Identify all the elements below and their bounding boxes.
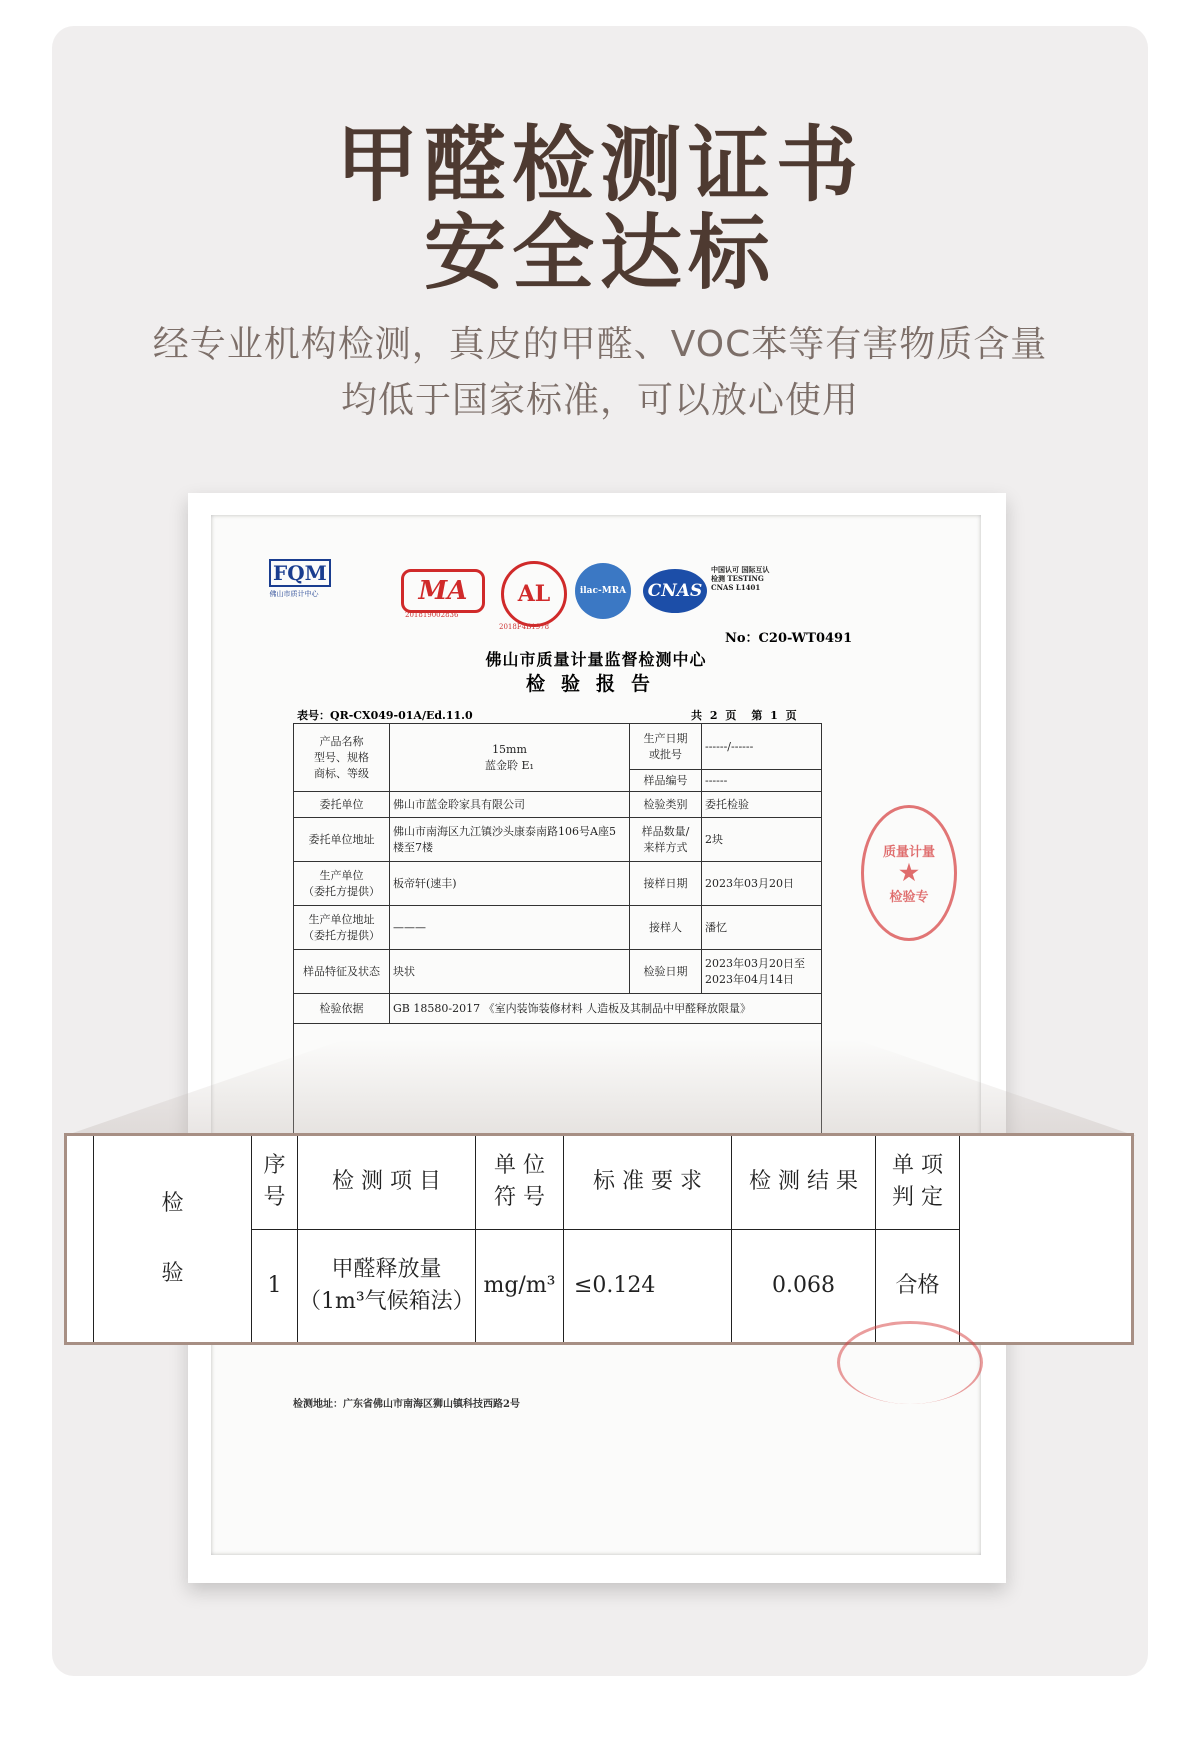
prod-date-label: 生产日期 或批号: [630, 724, 702, 770]
header-seq: 序 号: [252, 1136, 298, 1229]
cal-number: 2018F4B1978: [499, 623, 550, 631]
report-title: 检验报告: [525, 673, 666, 695]
fqm-logo: FQM 佛山市质计中心: [269, 559, 319, 599]
header-item: 检 测 项 目: [298, 1136, 476, 1229]
header-standard: 标 准 要 求: [564, 1136, 732, 1229]
sample-qty-label: 样品数量/ 来样方式: [630, 818, 702, 862]
cal-logo: AL: [501, 561, 567, 627]
test-date-label: 检验日期: [630, 950, 702, 994]
test-date-value: 2023年03月20日至 2023年04月14日: [702, 950, 822, 994]
row-result: 0.068: [732, 1229, 876, 1342]
client-address-label: 委托单位地址: [294, 818, 390, 862]
certificate-frame: [188, 493, 1006, 1583]
cnas-text: 中国认可 国际互认 检测 TESTING CNAS L1401: [711, 565, 770, 592]
product-label: 产品名称 型号、规格 商标、等级: [294, 724, 390, 792]
subtitle-line2: 均低于国家标准，可以放心使用: [340, 380, 859, 421]
client-address-value: 佛山市南海区九江镇沙头康泰南路106号A座5楼至7楼: [390, 818, 630, 862]
row-standard: ≤0.124: [564, 1229, 732, 1342]
client-label: 委托单位: [294, 792, 390, 818]
zoomed-result-panel: [64, 1133, 1134, 1345]
client-value: 佛山市蓝金聆家具有限公司: [390, 792, 630, 818]
subtitle-line1: 经专业机构检测，真皮的甲醛、VOC苯等有害物质含量: [152, 324, 1048, 365]
maker-value: 板帝轩(速丰): [390, 862, 630, 906]
receiver-value: 潘忆: [702, 906, 822, 950]
maker-label: 生产单位 （委托方提供）: [294, 862, 390, 906]
page-count: 共 2 页 第 1 页: [691, 709, 799, 722]
header-result: 检 测 结 果: [732, 1136, 876, 1229]
organization-name: 佛山市质量计量监督检测中心: [485, 650, 707, 669]
maker-address-value: ———: [390, 906, 630, 950]
page-title-line2: 安全达标: [423, 206, 776, 301]
receive-date-value: 2023年03月20日: [702, 862, 822, 906]
category-label: 检验类别: [630, 792, 702, 818]
product-value: 15mm 蓝金聆 E₁: [390, 724, 630, 792]
category-value: 委托检验: [702, 792, 822, 818]
row-seq: 1: [252, 1229, 298, 1342]
partial-stamp: [837, 1321, 983, 1404]
cnas-logo: CNAS: [643, 569, 707, 613]
row-unit: mg/m³: [476, 1229, 564, 1342]
sample-no-label: 样品编号: [630, 770, 702, 792]
header-judge: 单 项 判 定: [876, 1136, 960, 1229]
row-judge: 合格: [876, 1229, 960, 1342]
cma-number: 201819002836: [405, 611, 459, 619]
receiver-label: 接样人: [630, 906, 702, 950]
form-number: 表号：QR-CX049-01A/Ed.11.0: [297, 709, 473, 722]
test-address: 检测地址：广东省佛山市南海区狮山镇科技西路2号: [293, 1399, 520, 1410]
feature-label: 样品特征及状态: [294, 950, 390, 994]
row-item: 甲醛释放量 （1m³气候箱法）: [298, 1229, 476, 1342]
receive-date-label: 接样日期: [630, 862, 702, 906]
cma-logo: MA: [401, 569, 485, 613]
basis-value: GB 18580-2017 《室内装饰装修材料 人造板及其制品中甲醛释放限量》: [390, 994, 822, 1024]
page-title: 甲醛检测证书: [335, 118, 864, 213]
maker-address-label: 生产单位地址 （委托方提供）: [294, 906, 390, 950]
result-table: [93, 1136, 1020, 1342]
side-stamp: 质量计量 ★ 检验专: [861, 805, 957, 941]
basis-label: 检验依据: [294, 994, 390, 1024]
header-unit: 单 位 符 号: [476, 1136, 564, 1229]
sample-no-value: ------: [702, 770, 822, 792]
feature-value: 块状: [390, 950, 630, 994]
section-label: 检 验: [94, 1136, 252, 1342]
sample-qty-value: 2块: [702, 818, 822, 862]
report-number: No：C20-WT0491: [725, 631, 853, 646]
prod-date-value: ------/------: [702, 724, 822, 770]
ilac-logo: ilac-MRA: [575, 563, 631, 619]
certificate-document: [211, 515, 981, 1555]
